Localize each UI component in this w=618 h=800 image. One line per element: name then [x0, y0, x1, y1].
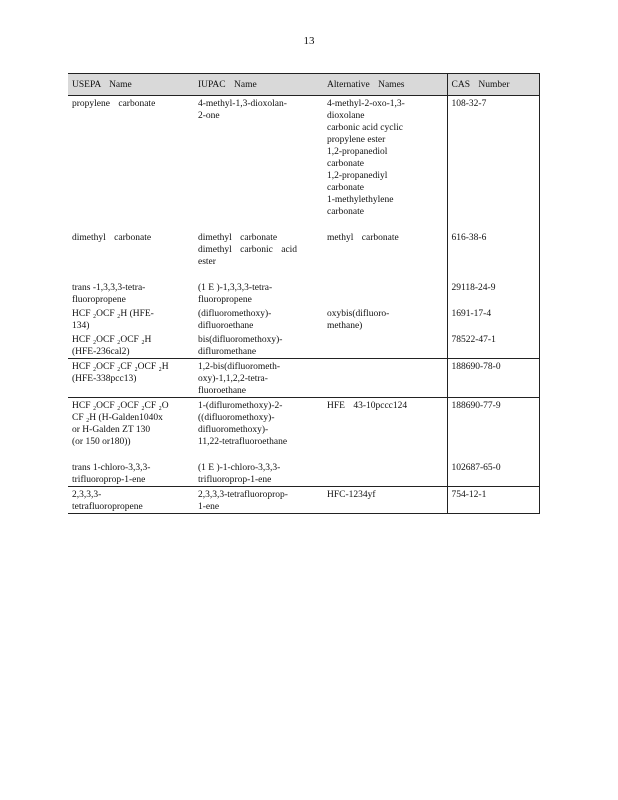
table-header-row — [68, 74, 539, 96]
header-usepa-name: USEPA Name — [68, 74, 194, 96]
alternative-names-cell: methyl carbonate — [327, 233, 399, 243]
table-row — [68, 332, 539, 359]
cas-number-cell: 29118-24-9 — [447, 280, 539, 306]
alternative-names-cell — [323, 332, 447, 359]
usepa-name-cell: HCF ₂OCF ₂CF ₂OCF ₂H (HFE-338pcc13) — [68, 359, 194, 398]
table-row — [68, 487, 539, 514]
iupac-name-cell: bis(difluoromethoxy)- difluromethane — [194, 332, 323, 359]
cas-number-cell: 108-32-7 — [447, 96, 539, 231]
usepa-name-cell: HCF ₂OCF ₂OCF ₂CF ₂O CF ₂H (H-Galden1040x or H-Galden ZT 130 (or 150 or180)) — [72, 401, 169, 447]
alternative-names-cell: HFC-1234yf — [323, 487, 447, 514]
cas-number-cell: 78522-47-1 — [447, 332, 539, 359]
cas-number-cell: 102687-65-0 — [447, 460, 539, 487]
iupac-name-cell: dimethyl carbonate dimethyl carbonic acid ester — [198, 233, 298, 267]
table-row — [68, 398, 539, 461]
alternative-names-cell: 4-methyl-2-oxo-1,3- dioxolane carbonic acid cyclic propylene ester 1,2-propanediol carbonate 1,2-propanediyl carbonate 1-methylethylene carbonate — [327, 99, 405, 217]
alternative-names-cell: HFE 43-10pccc124 — [327, 401, 408, 411]
iupac-name-cell: 2,3,3,3-tetrafluoroprop- 1-ene — [194, 487, 323, 514]
page-number: 13 — [303, 35, 315, 47]
substance-table — [68, 73, 540, 514]
usepa-name-cell: propylene carbonate — [72, 99, 156, 109]
iupac-name-cell: (difluoromethoxy)- difluoroethane — [198, 309, 272, 331]
cas-number-cell: 188690-78-0 — [447, 359, 539, 398]
alternative-names-cell: oxybis(difluoro- methane) — [327, 309, 390, 331]
iupac-name-cell: 4-methyl-1,3-dioxolan- 2-one — [198, 99, 287, 121]
usepa-name-cell: HCF ₂OCF ₂H (HFE- 134) — [72, 309, 154, 331]
header-cas-number: CAS Number — [447, 74, 539, 96]
usepa-name-cell: dimethyl carbonate — [72, 233, 152, 243]
iupac-name-cell: (1 E )-1-chloro-3,3,3- trifluoroprop-1-ene — [194, 460, 323, 487]
cas-number-cell: 754-12-1 — [447, 487, 539, 514]
alternative-names-cell — [323, 280, 447, 306]
usepa-name-cell: trans -1,3,3,3-tetra- fluoropropene — [72, 283, 146, 305]
table-row — [68, 96, 539, 231]
header-alternative-names: Alternative Names — [323, 74, 447, 96]
table-row — [68, 230, 539, 280]
usepa-name-cell: HCF ₂OCF ₂OCF ₂H (HFE-236cal2) — [68, 332, 194, 359]
iupac-name-cell: 1-(difluromethoxy)-2- ((difluoromethoxy)- difluoromethoxy)- 11,22-tetrafluoroethane — [198, 401, 288, 447]
iupac-name-cell: (1 E )-1,3,3,3-tetra- fluoropropene — [198, 283, 273, 305]
table-row — [68, 306, 539, 332]
table-row — [68, 460, 539, 487]
usepa-name-cell: trans 1-chloro-3,3,3- trifluoroprop-1-ene — [68, 460, 194, 487]
cas-number-cell: 188690-77-9 — [447, 398, 539, 461]
cas-number-cell: 1691-17-4 — [447, 306, 539, 332]
alternative-names-cell — [323, 359, 447, 398]
cas-number-cell: 616-38-6 — [447, 230, 539, 280]
header-iupac-name: IUPAC Name — [194, 74, 323, 96]
iupac-name-cell: 1,2-bis(difluorometh- oxy)-1,1,2,2-tetra- fluoroethane — [194, 359, 323, 398]
alternative-names-cell — [323, 460, 447, 487]
table-row — [68, 359, 539, 398]
table-row — [68, 280, 539, 306]
usepa-name-cell: 2,3,3,3- tetrafluoropropene — [68, 487, 194, 514]
